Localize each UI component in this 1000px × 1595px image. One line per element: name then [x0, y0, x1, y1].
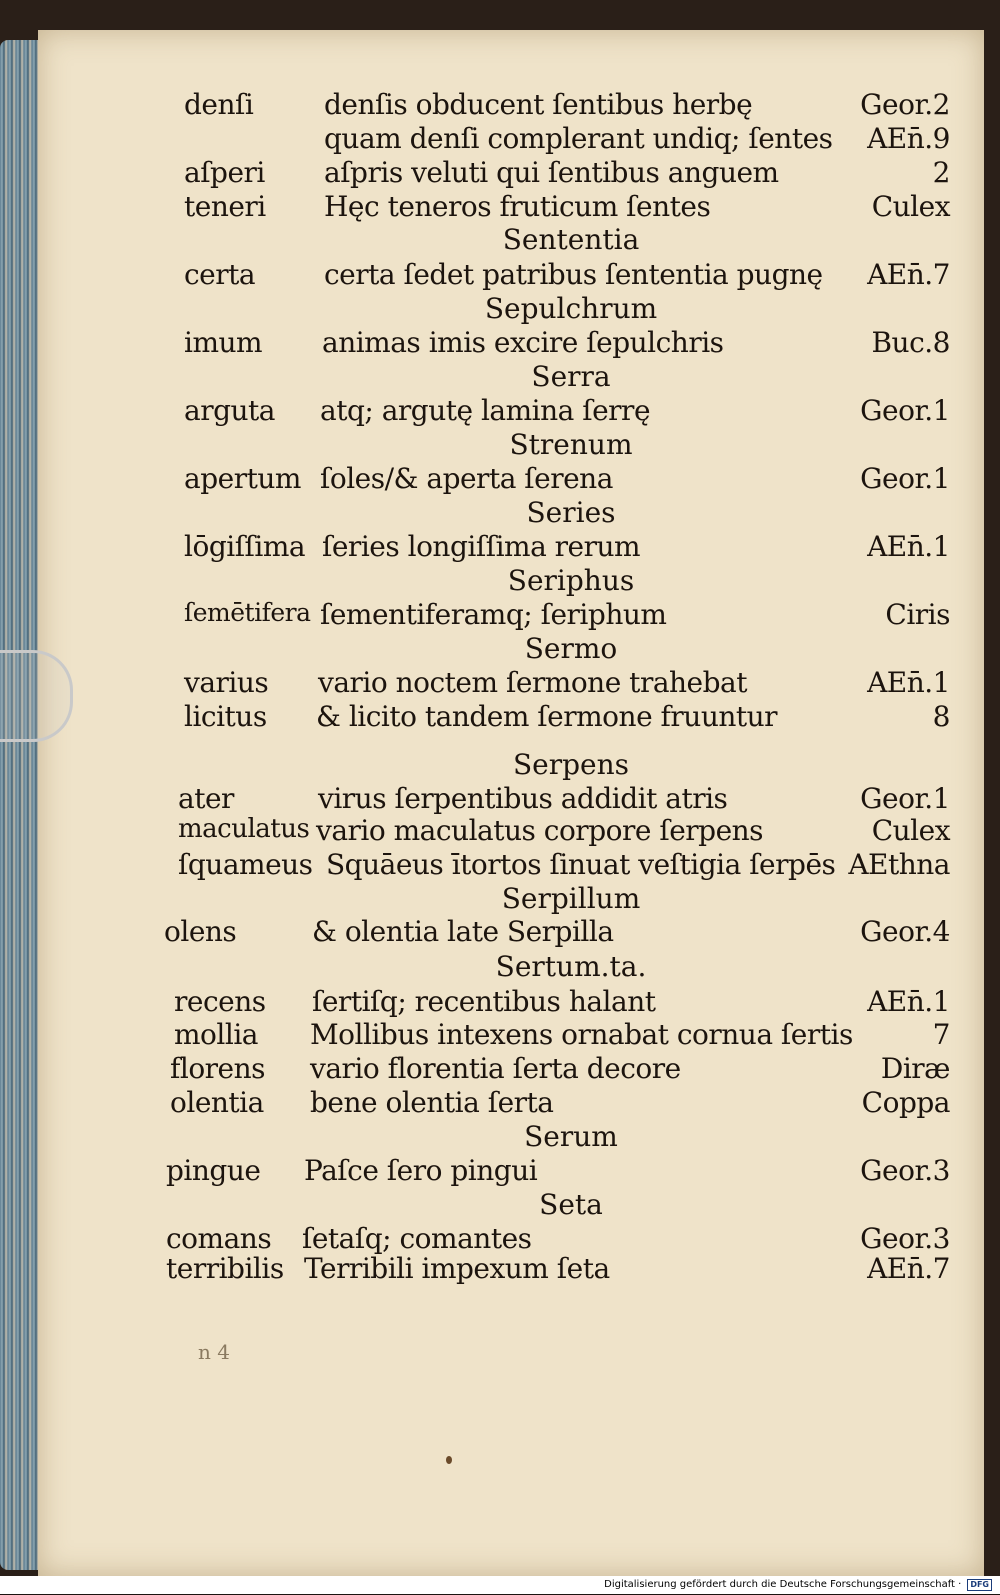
entry-row [38, 814, 984, 850]
entry-row [38, 190, 984, 226]
entry-row [38, 326, 984, 362]
entry-row [38, 1252, 984, 1288]
entry-quotation: & olentia late Serpilla [312, 915, 614, 948]
section-heading: Sepulchrum [484, 292, 658, 325]
footer [0, 1576, 1000, 1594]
entry-quotation: aſpris veluti qui ſentibus anguem [324, 156, 779, 189]
entry-reference: AEn̄.1 [867, 666, 950, 699]
entry-quotation: animas imis excire ſepulchris [322, 326, 724, 359]
entry-row [38, 700, 984, 736]
entry-word: denſi [184, 88, 254, 121]
entry-word: imum [184, 326, 263, 359]
entry-reference: Geor.2 [860, 88, 950, 121]
signature-mark: n 4 [198, 1340, 230, 1364]
entry-reference: AEn̄.7 [867, 258, 950, 291]
entry-row [38, 462, 984, 498]
entry-quotation: & licito tandem ſermone fruuntur [316, 700, 778, 733]
footer-text: Digitalisierung gefördert durch die Deutsche Forschungsgemeinschaft · [604, 1579, 962, 1590]
entry-word: olens [164, 915, 237, 948]
entry-row [38, 258, 984, 294]
entry-quotation: atq; argutę lamina ſerrę [320, 394, 651, 427]
section-heading: Sententia [502, 223, 640, 256]
entry-row [38, 1018, 984, 1054]
entry-quotation: Squāeus ītortos ſinuat veſtigia ſerpēs [326, 848, 836, 881]
entry-quotation: virus ſerpentibus addidit atris [318, 782, 728, 815]
entry-row [38, 985, 984, 1021]
entry-word: lōgiſſima [184, 530, 306, 563]
entry-word: comans [166, 1222, 272, 1255]
entry-word: maculatus [178, 814, 310, 844]
entry-reference: Culex [871, 814, 950, 847]
entry-reference: Ciris [885, 598, 950, 631]
entry-reference: AEn̄.1 [867, 985, 950, 1018]
entry-quotation: certa ſedet patribus ſententia pugnę [324, 258, 823, 291]
entry-row [38, 156, 984, 192]
entry-quotation: Mollibus intexens ornabat cornua ſertis [310, 1018, 853, 1051]
entry-reference: AEn̄.1 [867, 530, 950, 563]
entry-quotation: ſeries longiſſima rerum [322, 530, 641, 563]
entry-reference: Geor.3 [860, 1154, 950, 1187]
entry-reference: AEthna [848, 848, 950, 881]
entry-word: ater [178, 782, 234, 815]
entry-quotation: Paſce ſero pingui [304, 1154, 538, 1187]
section-heading: Series [526, 496, 616, 529]
entry-reference: 8 [932, 700, 950, 733]
entry-quotation: ſoles/& aperta ſerena [320, 462, 613, 495]
entry-row [38, 782, 984, 818]
entry-word: ſquameus [178, 848, 313, 881]
ink-dot [446, 1456, 452, 1464]
entry-quotation: vario maculatus corpore ſerpens [316, 814, 764, 847]
entry-quotation: denſis obducent ſentibus herbę [324, 88, 753, 121]
entry-reference: Culex [871, 190, 950, 223]
entries [38, 30, 984, 1576]
entry-word: teneri [184, 190, 266, 223]
entry-row [38, 88, 984, 124]
section-heading: Serpillum [501, 882, 641, 915]
entry-quotation: vario florentia ſerta decore [310, 1052, 681, 1085]
entry-reference: Geor.3 [860, 1222, 950, 1255]
entry-quotation: ſertiſq; recentibus halant [312, 985, 656, 1018]
entry-reference: Geor.1 [860, 394, 950, 427]
entry-reference: 2 [932, 156, 950, 189]
page [38, 30, 984, 1576]
entry-quotation: vario noctem ſermone trahebat [318, 666, 747, 699]
entry-reference: Diræ [880, 1052, 950, 1085]
section-heading: Sertum.ta. [495, 950, 647, 983]
entry-word: florens [170, 1052, 266, 1085]
page-edge [0, 40, 40, 1570]
entry-row [38, 666, 984, 702]
entry-row [38, 394, 984, 430]
entry-quotation: quam denſi complerant undiq; ſentes [324, 122, 833, 155]
section-heading: Sermo [524, 632, 618, 665]
entry-row [38, 1086, 984, 1122]
section-heading: Serum [524, 1120, 618, 1153]
entry-row [38, 1154, 984, 1190]
entry-row [38, 530, 984, 566]
entry-reference: Coppa [861, 1086, 950, 1119]
section-heading: Strenum [509, 428, 633, 461]
entry-word: ſemētifera [184, 598, 311, 627]
entry-quotation: ſementiferamq; ſeriphum [320, 598, 667, 631]
entry-reference: AEn̄.7 [867, 1252, 950, 1285]
section-heading: Serra [531, 360, 611, 393]
entry-reference: Buc.8 [871, 326, 950, 359]
entry-word: certa [184, 258, 256, 291]
entry-word: olentia [170, 1086, 264, 1119]
entry-quotation: bene olentia ſerta [310, 1086, 554, 1119]
entry-quotation: Hęc teneros fruticum ſentes [324, 190, 711, 223]
entry-quotation: ſetaſq; comantes [302, 1222, 532, 1255]
paper-clip [0, 650, 73, 742]
entry-quotation: Terribili impexum ſeta [304, 1252, 610, 1285]
entry-row [38, 1052, 984, 1088]
entry-reference: Geor.1 [860, 782, 950, 815]
entry-word: terribilis [166, 1252, 284, 1285]
entry-word: licitus [184, 700, 267, 733]
entry-word: arguta [184, 394, 275, 427]
entry-word: varius [184, 666, 269, 699]
entry-word: mollia [174, 1018, 258, 1051]
section-heading: Seta [539, 1188, 603, 1221]
section-heading: Serpens [512, 748, 630, 781]
entry-row [38, 122, 984, 158]
entry-row [38, 598, 984, 634]
entry-word: recens [174, 985, 266, 1018]
entry-reference: Geor.1 [860, 462, 950, 495]
entry-row [38, 915, 984, 951]
dfg-logo[interactable]: DFG [967, 1579, 992, 1591]
entry-row [38, 848, 984, 884]
entry-word: aſperi [184, 156, 265, 189]
entry-reference: AEn̄.9 [867, 122, 950, 155]
entry-word: pingue [166, 1154, 261, 1187]
entry-word: apertum [184, 462, 301, 495]
entry-reference: 7 [932, 1018, 950, 1051]
entry-reference: Geor.4 [860, 915, 950, 948]
section-heading: Seriphus [507, 564, 635, 597]
